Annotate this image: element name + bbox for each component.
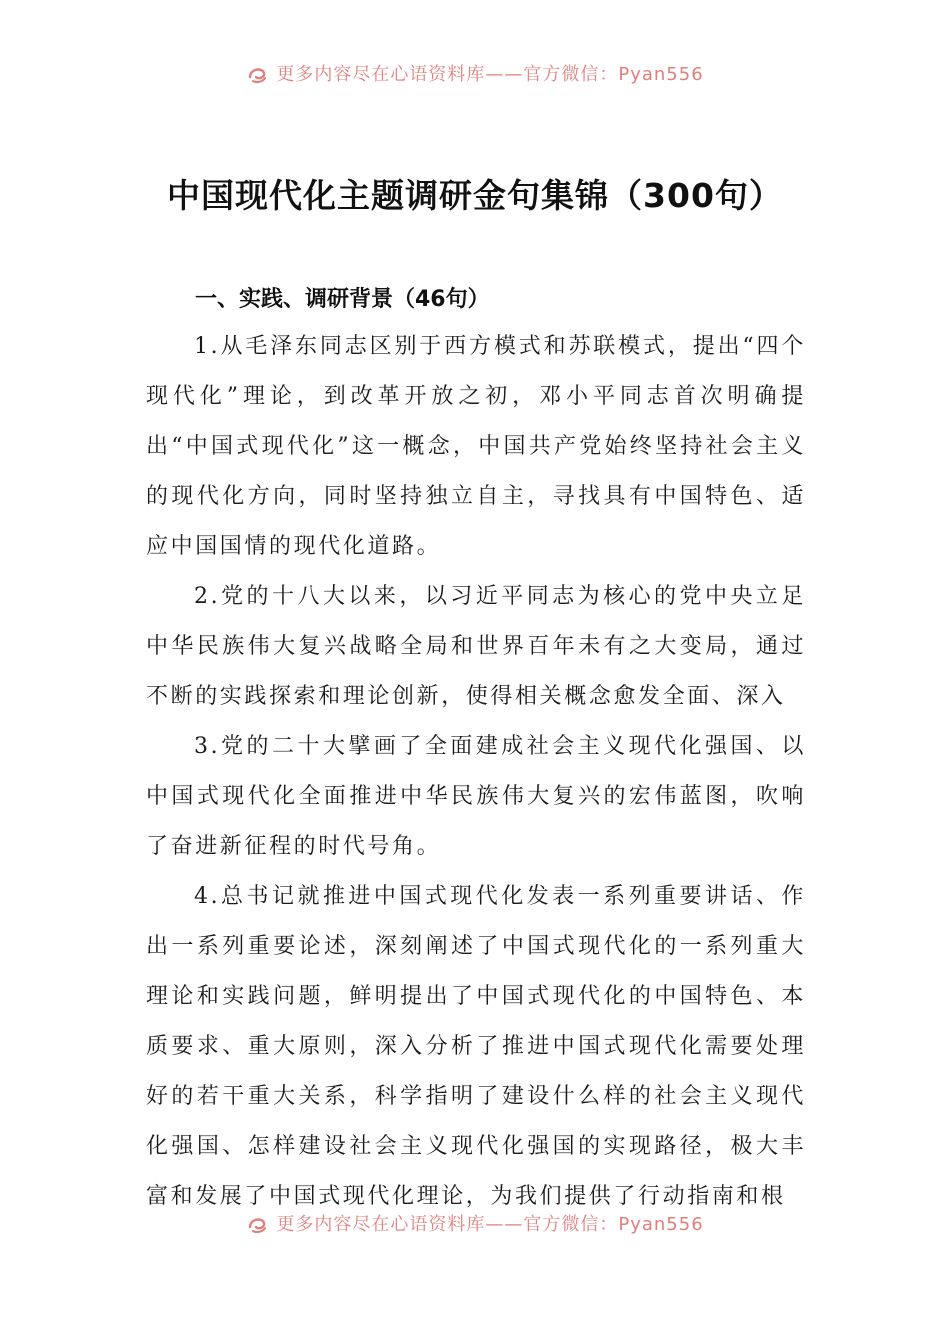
footer-watermark (0, 1210, 950, 1236)
swirl-logo-icon (246, 1213, 268, 1235)
paragraph-3: 3.党的二十大擘画了全面建成社会主义现代化强国、以中国式现代化全面推进中华民族伟大复兴的宏伟蓝图，吹响了奋进新征程的时代号角。 (146, 734, 806, 859)
paragraph-1: 1.从毛泽东同志区别于西方模式和苏联模式，提出“四个现代化”理论，到改革开放之初，邓小平同志首次明确提出“中国式现代化”这一概念，中国共产党始终坚持社会主义的现代化方向，同时坚持独立自主，寻找具有中国特色、适应中国国情的现代化道路。 (146, 334, 806, 559)
document-title: 中国现代化主题调研金句集锦（300句） (167, 176, 783, 215)
section-heading: 一、实践、调研背景（46句） (195, 287, 490, 312)
swirl-logo-icon (246, 63, 268, 85)
paragraph-2: 2.党的十八大以来，以习近平同志为核心的党中央立足中华民族伟大复兴战略全局和世界百年未有之大变局，通过不断的实践探索和理论创新，使得相关概念愈发全面、深入 (146, 584, 806, 709)
paragraph-4: 4.总书记就推进中国式现代化发表一系列重要讲话、作出一系列重要论述，深刻阐述了中国式现代化的一系列重大理论和实践问题，鲜明提出了中国式现代化的中国特色、本质要求、重大原则，深入分析了推进中国式现代化需要处理好的若干重大关系，科学指明了建设什么样的社会主义现代化强国、怎样建设社会主义现代化强国的实现路径，极大丰富和发展了中国式现代化理论，为我们提供了行动指南和根 (146, 884, 806, 1209)
document-body (146, 322, 806, 1210)
watermark-text: 更多内容尽在心语资料库——官方微信：Pyan556 (276, 64, 704, 85)
watermark-text: 更多内容尽在心语资料库——官方微信：Pyan556 (276, 1214, 704, 1235)
header-watermark (0, 60, 950, 86)
